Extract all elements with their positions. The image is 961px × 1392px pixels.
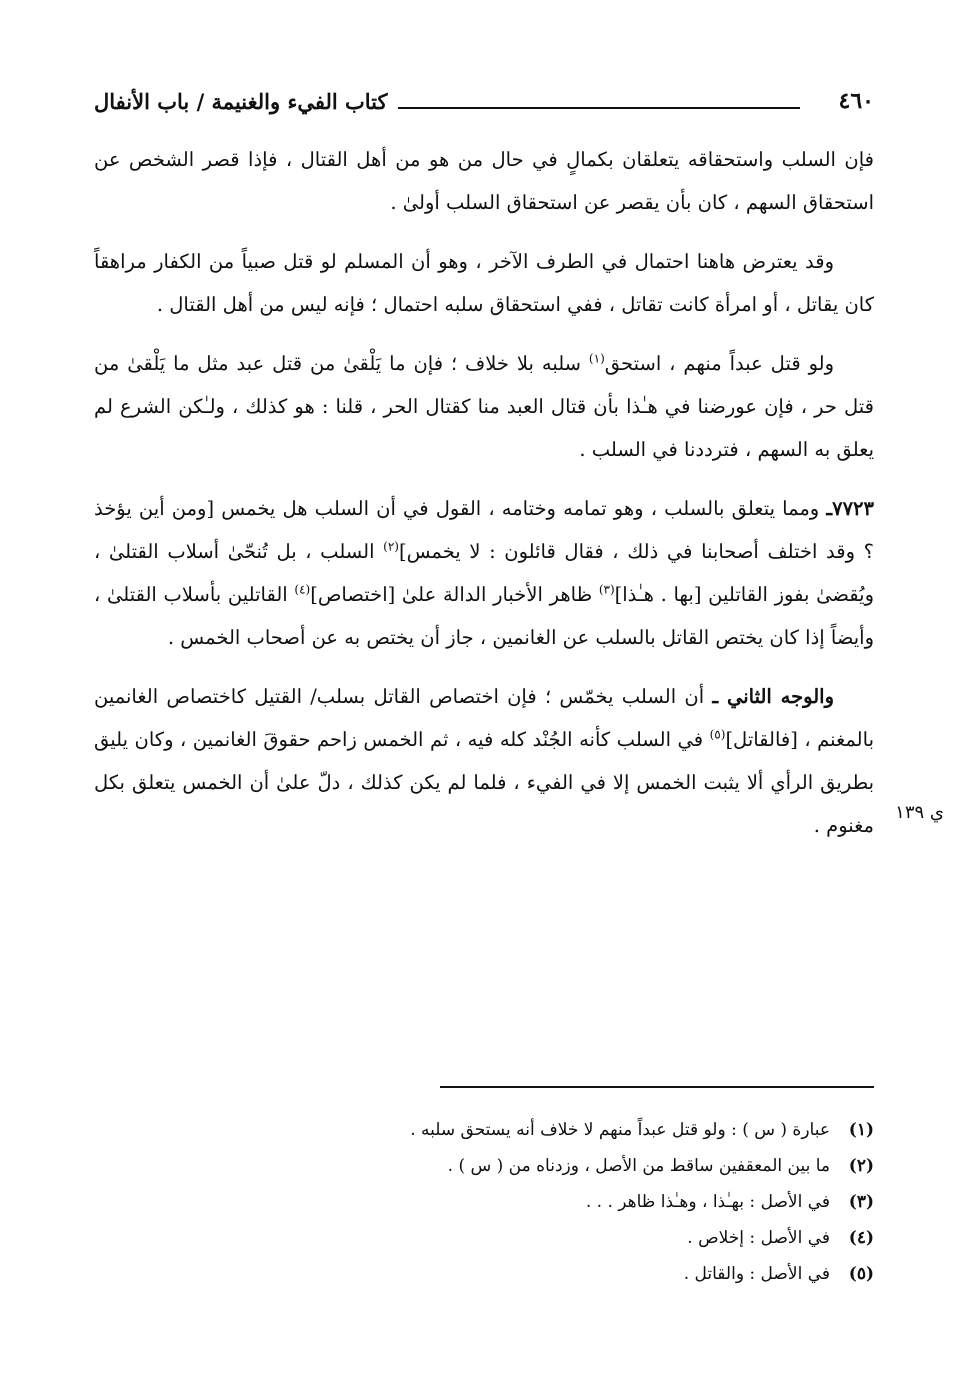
header-rule bbox=[398, 107, 801, 109]
paragraph-4-text-d: القاتلين بأسلاب القتلىٰ ، وأيضاً إذا كان يختص القاتل بالسلب عن الغانمين ، جاز أن يختص به عن أصحاب الخمس . bbox=[94, 583, 874, 649]
manuscript-folio-note: ي ١٣٩ bbox=[895, 802, 944, 823]
footnote-ref-2: (٢) bbox=[383, 539, 399, 554]
paragraph-3 bbox=[94, 342, 874, 471]
paragraph-5-text-b: في السلب كأنه الجُنْد كله فيه ، ثم الخمس زاحم حقوقَ الغانمين ، وكان يليق بطريق الرأي ألا يثبت الخمس إلا في الفيء ، فلما لم يكن كذلك ، دلّ علىٰ أن الخمس يتعلق بكل مغنوم . bbox=[94, 728, 874, 837]
footnote-number: (١) bbox=[848, 1120, 874, 1140]
paragraph-5-lead: والوجه الثاني ـ bbox=[712, 685, 835, 708]
footnote-4 bbox=[300, 1220, 874, 1256]
footnote-text: عبارة ( س ) : ولو قتل عبداً منهم لا خلاف أنه يستحق سلبه . bbox=[410, 1120, 830, 1140]
footnote-5 bbox=[300, 1256, 874, 1292]
paragraph-3-text-b: سلبه بلا خلاف ؛ فإن ما يَلْقىٰ من قتل عبد مثل ما يَلْقىٰ من قتل حر ، فإن عورضنا في هـٰذا بأن قتال العبد منا كقتال الحر ، قلنا : هو كذلك ، ولـٰكن الشرع لم يعلق به السهم ، فترددنا في السلب . bbox=[94, 352, 874, 461]
page-number: ٤٦٠ bbox=[838, 88, 874, 114]
footnote-ref-3: (٣) bbox=[598, 582, 615, 597]
paragraph-5 bbox=[94, 675, 874, 847]
running-title: كتاب الفيء والغنيمة / باب الأنفال bbox=[94, 88, 388, 114]
paragraph-4-text-b: السلب ، بل تُنحّىٰ أسلاب القتلىٰ ، ويُقضىٰ بفوز القاتلين [بها . هـٰذا] bbox=[94, 540, 874, 606]
main-text bbox=[94, 138, 874, 847]
footnote-1 bbox=[300, 1112, 874, 1148]
section-number: ٧٧٢٣ـ bbox=[826, 497, 874, 520]
footnote-3 bbox=[300, 1184, 874, 1220]
footnote-number: (٤) bbox=[848, 1228, 874, 1248]
footnote-ref-4: (٤) bbox=[294, 582, 311, 597]
footnote-separator bbox=[440, 1086, 874, 1088]
paragraph-3-text-a: ولو قتل عبداً منهم ، استحق bbox=[604, 352, 834, 375]
paragraph-5-text-a: أن السلب يخمّس ؛ فإن اختصاص القاتل بسلب/ القتيل كاختصاص الغانمين بالمغنم ، [فالقاتل] bbox=[94, 685, 874, 751]
paragraph-1: فإن السلب واستحقاقه يتعلقان بكمالٍ في حال من هو من أهل القتال ، فإذا قصر الشخص عن استحقاق السهم ، كان بأن يقصر عن استحقاق السلب أولىٰ . bbox=[94, 148, 874, 214]
footnote-number: (٢) bbox=[848, 1156, 874, 1176]
footnote-ref-5: (٥) bbox=[709, 727, 726, 742]
paragraph-2: وقد يعترض هاهنا احتمال في الطرف الآخر ، وهو أن المسلم لو قتل صبياً من الكفار مراهقاً كان يقاتل ، أو امرأة كانت تقاتل ، ففي استحقاق سلبه احتمال ؛ فإنه ليس من أهل القتال . bbox=[94, 250, 874, 316]
paragraph-4-text-a: ومما يتعلق بالسلب ، وهو تمامه وختامه ، القول في أن السلب هل يخمس [ومن أين يؤخذ ؟ وقد اختلف أصحابنا في ذلك ، فقال قائلون : لا يخمس] bbox=[94, 497, 874, 563]
footnote-text: في الأصل : والقاتل . bbox=[683, 1264, 830, 1284]
footnote-number: (٥) bbox=[848, 1264, 874, 1284]
footnotes bbox=[300, 1112, 874, 1292]
paragraph-4-text-c: ظاهر الأخبار الدالة علىٰ [اختصاص] bbox=[310, 583, 599, 606]
footnote-2 bbox=[300, 1148, 874, 1184]
footnote-text: في الأصل : بهـٰذا ، وهـٰذا ظاهر . . . bbox=[585, 1192, 830, 1212]
footnote-ref-1: (١) bbox=[588, 351, 605, 366]
footnote-text: ما بين المعقفين ساقط من الأصل ، وزدناه من ( س ) . bbox=[447, 1156, 830, 1176]
page-header bbox=[94, 78, 874, 124]
paragraph-4 bbox=[94, 487, 874, 659]
footnote-number: (٣) bbox=[848, 1192, 874, 1212]
footnote-text: في الأصل : إخلاص . bbox=[687, 1228, 830, 1248]
